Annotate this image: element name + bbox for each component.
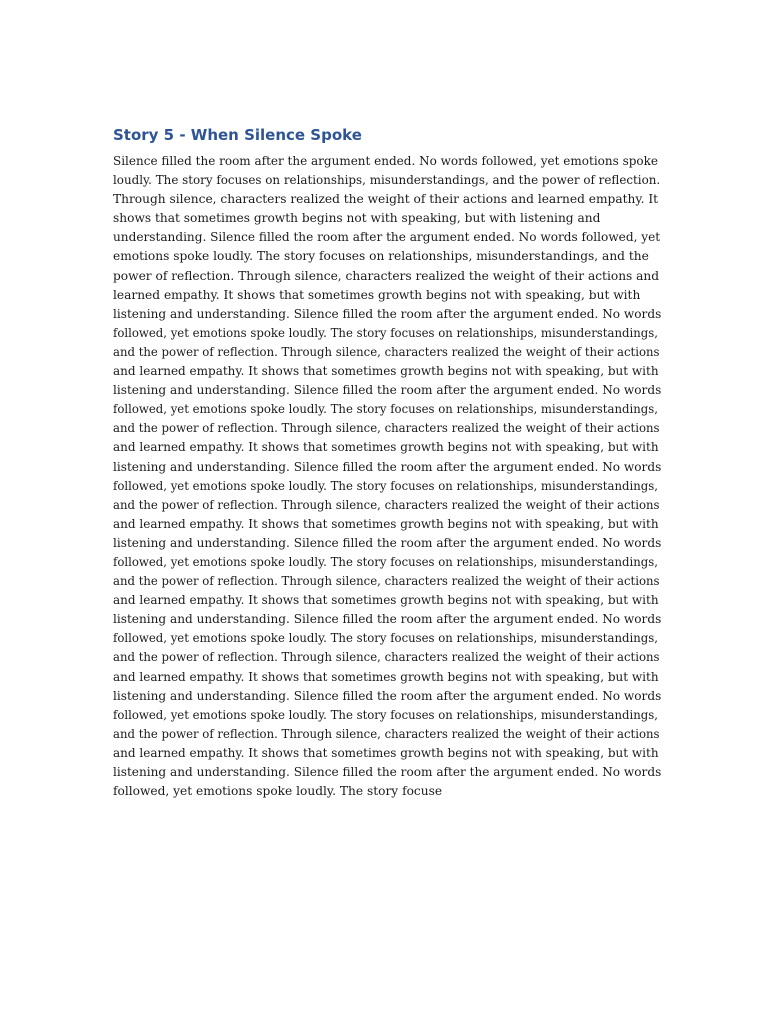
body-line-25: listening and understanding. Silence filled the room after the argument ended. No words [113,612,662,627]
body-line-1: Silence filled the room after the argument ended. No words followed, yet emotions spoke [113,154,659,168]
body-line-8: learned empathy. It shows that sometimes growth begins not with speaking, but with [113,287,641,302]
body-line-16: and learned empathy. It shows that sometimes growth begins not with speaking, but with [113,440,659,455]
body-line-29: listening and understanding. Silence filled the room after the argument ended. No words [113,688,662,703]
body-line-27: and the power of reflection. Through silence, characters realized the weight of their actions [113,650,660,665]
body-line-24: and learned empathy. It shows that sometimes growth begins not with speaking, but with [113,593,659,608]
body-line-18: followed, yet emotions spoke loudly. The story focuses on relationships, misunderstandings, [113,478,658,493]
body-line-22: followed, yet emotions spoke loudly. The story focuses on relationships, misunderstandings, [113,554,658,569]
document-content [113,122,661,801]
body-line-5: understanding. Silence filled the room after the argument ended. No words followed, yet [113,230,661,245]
body-line-32: and learned empathy. It shows that sometimes growth begins not with speaking, but with [113,745,659,760]
body-line-20: and learned empathy. It shows that sometimes growth begins not with speaking, but with [113,516,659,531]
body-line-9: listening and understanding. Silence filled the room after the argument ended. No words [113,306,662,321]
body-line-3: Through silence, characters realized the weight of their actions and learned empathy. It [113,192,659,207]
body-line-13: listening and understanding. Silence filled the room after the argument ended. No words [113,383,662,398]
body-line-30: followed, yet emotions spoke loudly. The story focuses on relationships, misunderstandings, [113,707,658,722]
body-line-21: listening and understanding. Silence filled the room after the argument ended. No words [113,535,662,550]
body-line-15: and the power of reflection. Through silence, characters realized the weight of their actions [113,421,660,436]
body-line-34: followed, yet emotions spoke loudly. The story focuse [113,784,443,799]
body-line-14: followed, yet emotions spoke loudly. The story focuses on relationships, misunderstandings, [113,402,658,417]
body-line-28: and learned empathy. It shows that sometimes growth begins not with speaking, but with [113,669,659,684]
story-body [113,152,661,801]
story-title: Story 5 - When Silence Spoke [113,126,362,144]
body-line-23: and the power of reflection. Through silence, characters realized the weight of their actions [113,574,660,589]
body-line-33: listening and understanding. Silence filled the room after the argument ended. No words [113,765,662,779]
body-line-6: emotions spoke loudly. The story focuses on relationships, misunderstandings, and the [113,249,649,264]
body-line-26: followed, yet emotions spoke loudly. The story focuses on relationships, misunderstandings, [113,631,658,646]
body-line-19: and the power of reflection. Through silence, characters realized the weight of their actions [113,497,660,512]
body-line-31: and the power of reflection. Through silence, characters realized the weight of their actions [113,726,660,741]
body-line-4: shows that sometimes growth begins not with speaking, but with listening and [113,211,601,226]
body-line-10: followed, yet emotions spoke loudly. The story focuses on relationships, misunderstandings, [113,325,658,340]
body-line-11: and the power of reflection. Through silence, characters realized the weight of their actions [113,344,660,359]
body-line-2: loudly. The story focuses on relationships, misunderstandings, and the power of reflection. [113,173,661,188]
body-line-7: power of reflection. Through silence, characters realized the weight of their actions and [113,268,660,283]
body-line-17: listening and understanding. Silence filled the room after the argument ended. No words [113,459,662,474]
body-line-12: and learned empathy. It shows that sometimes growth begins not with speaking, but with [113,364,659,379]
